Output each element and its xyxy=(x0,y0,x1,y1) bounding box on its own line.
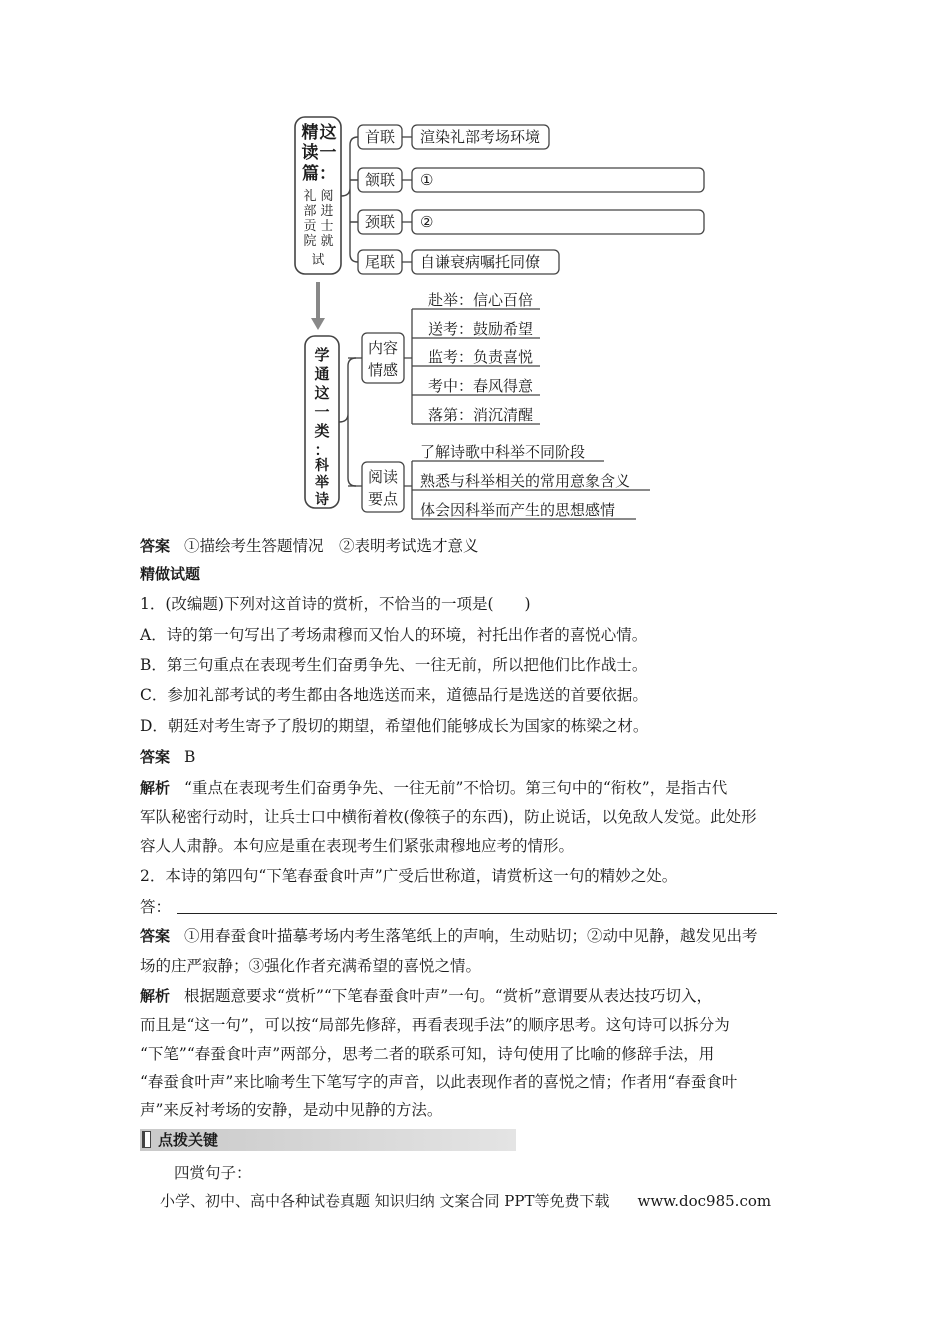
answer1-text: ①描绘考生答题情况 ②表明考试选才意义 xyxy=(184,537,479,555)
footer xyxy=(160,1190,771,1211)
q2-analysis-line: 而且是“这一句”，可以按“局部先修辞，再看表现手法”的顺序思考。这句诗可以拆分为 xyxy=(140,1016,730,1034)
bottom-title-text: 学通这一类： xyxy=(314,346,330,459)
footer-url[interactable]: www.doc985.com xyxy=(637,1192,772,1210)
sub-heading: 四赏句子： xyxy=(174,1164,252,1182)
group2-item: 熟悉与科举相关的常用意象含义 xyxy=(420,472,631,490)
couplet-content-box xyxy=(412,168,704,192)
group1-item: 赴举：信心百倍 xyxy=(428,291,534,309)
q1-stem: 1．(改编题)下列对这首诗的赏析，不恰当的一项是( ) xyxy=(140,595,531,613)
q2-answer-prompt-label: 答： xyxy=(140,898,172,916)
q1-option-a: A．诗的第一句写出了考场肃穆而又怡人的环境，衬托出作者的喜悦心情。 xyxy=(140,626,648,644)
q2-analysis-label: 解析 xyxy=(140,987,171,1005)
q2-analysis-text: 根据题意要求“赏析”“下笔春蚕食叶声”一句。“赏析”意谓要从表达技巧切入， xyxy=(184,987,713,1005)
group1-item: 送考：鼓励希望 xyxy=(428,320,534,338)
group2-label: 阅读 xyxy=(367,468,399,486)
q1-analysis-label: 解析 xyxy=(140,779,171,797)
answer1-line xyxy=(140,536,820,556)
knowledge-diagram xyxy=(0,0,950,530)
group1-label: 内容 xyxy=(367,339,399,357)
q1-option-c: C．参加礼部考试的考生都由各地选送而来，道德品行是选送的首要依据。 xyxy=(140,686,648,704)
q2-analysis-line xyxy=(140,986,820,1006)
q2-answer-text: ①用春蚕食叶描摹考场内考生落笔纸上的声响，生动贴切；②动中见静，越发见出考 xyxy=(184,927,758,945)
answer1-label: 答案 xyxy=(140,537,171,555)
group2-label: 要点 xyxy=(367,490,399,508)
q2-analysis-line: “春蚕食叶声”来比喻考生下笔写字的声音，以此表现作者的喜悦之情；作者用“春蚕食叶 xyxy=(140,1073,738,1091)
q2-answer-line xyxy=(140,926,820,946)
group2-item: 体会因科举而产生的思想感情 xyxy=(420,501,616,519)
q2-answer-line: 场的庄严寂静；③强化作者充满希望的喜悦之情。 xyxy=(140,957,482,975)
q1-analysis-line: 容人人肃静。本句应是重在表现考生们紧张肃穆地应考的情形。 xyxy=(140,837,575,855)
q1-analysis-line xyxy=(140,778,820,798)
section-marker-icon xyxy=(142,1131,151,1148)
q2-stem: 2．本诗的第四句“下笔春蚕食叶声”广受后世称道，请赏析这一句的精妙之处。 xyxy=(140,867,678,885)
answer-blank-line[interactable] xyxy=(177,899,777,914)
q1-answer xyxy=(140,747,820,767)
section-title: 精做试题 xyxy=(140,565,201,583)
couplet-label: 尾联 xyxy=(364,253,396,271)
q2-answer-label: 答案 xyxy=(140,927,171,945)
q2-analysis-line: 声”来反衬考场的安静，是动中见静的方法。 xyxy=(140,1101,443,1119)
q2-analysis-line: “下笔”“春蚕食叶声”两部分，思考二者的联系可知，诗句使用了比喻的修辞手法，用 xyxy=(140,1045,715,1063)
top-title-text: 精读这一篇： xyxy=(301,123,337,184)
group1-label: 情感 xyxy=(367,361,399,379)
group2-item: 了解诗歌中科举不同阶段 xyxy=(420,443,586,461)
couplet-label: 首联 xyxy=(364,128,396,146)
couplet-label: 颔联 xyxy=(364,171,396,189)
group1-item: 落第：消沉清醒 xyxy=(428,406,534,424)
q1-analysis-line: 军队秘密行动时，让兵士口中横衔着枚(像筷子的东西)，防止说话，以免敌人发觉。此处形 xyxy=(140,808,757,826)
q1-option-d: D．朝廷对考生寄予了殷切的期望，希望他们能够成长为国家的栋梁之材。 xyxy=(140,717,649,735)
q1-answer-value: B xyxy=(184,748,196,766)
group1-item: 监考：负责喜悦 xyxy=(428,348,534,366)
key-section-title: 点拨关键 xyxy=(158,1131,219,1149)
top-subtitle-text: 礼部贡院阅进士就试 xyxy=(303,189,334,268)
couplet-content: ② xyxy=(420,213,434,231)
footer-text: 小学、初中、高中各种试卷真题 知识归纳 文案合同 PPT等免费下载 xyxy=(160,1192,610,1210)
q1-answer-label: 答案 xyxy=(140,748,171,766)
q1-analysis-text: “重点在表现考生们奋勇争先、一往无前”不恰切。第三句中的“衔枚”，是指古代 xyxy=(184,779,728,797)
couplet-content: 渲染礼部考场环境 xyxy=(420,128,541,146)
q2-answer-prompt xyxy=(140,897,820,917)
couplet-content: ① xyxy=(420,171,434,189)
group1-item: 考中：春风得意 xyxy=(428,377,534,395)
couplet-content-box xyxy=(412,210,704,234)
q1-option-b: B．第三句重点在表现考生们奋勇争先、一往无前，所以把他们比作战士。 xyxy=(140,656,648,674)
bottom-subtitle-text: 科举诗 xyxy=(315,458,329,508)
couplet-label: 颈联 xyxy=(364,213,396,231)
couplet-content: 自谦衰病嘱托同僚 xyxy=(420,253,541,271)
key-section-bar xyxy=(140,1129,516,1151)
